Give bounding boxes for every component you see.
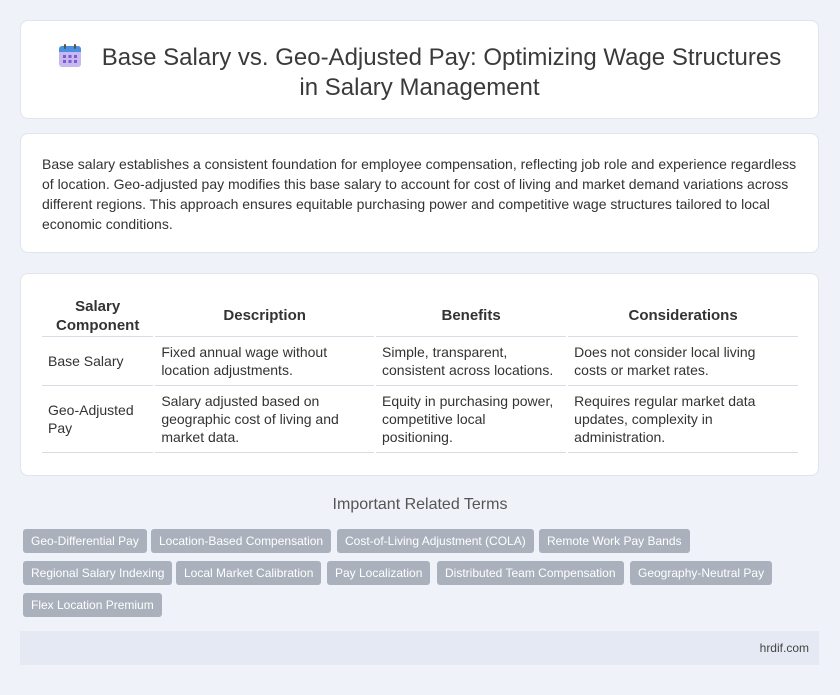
header-salary-component: Salary Component: [42, 296, 154, 336]
tag-pay-localization[interactable]: Pay Localization: [327, 561, 430, 585]
page-title-text: Base Salary vs. Geo-Adjusted Pay: Optimizing Wage Structures in Salary Management: [101, 44, 782, 101]
tag-remote-work-pay-bands[interactable]: Remote Work Pay Bands: [539, 529, 690, 553]
tag-cola[interactable]: Cost-of-Living Adjustment (COLA): [337, 529, 534, 553]
footer: [20, 631, 819, 665]
table-row: [42, 336, 798, 385]
tag-location-based-compensation[interactable]: Location-Based Compensation: [151, 529, 331, 553]
page-title: [21, 43, 818, 103]
table-row: [42, 385, 798, 452]
comparison-table: [42, 296, 798, 453]
cell-description: Fixed annual wage without location adjustments.: [154, 336, 375, 385]
cell-component: Base Salary: [42, 336, 154, 385]
tag-local-market-calibration[interactable]: Local Market Calibration: [176, 561, 321, 585]
comparison-table-card: [20, 273, 819, 476]
cell-benefits: Equity in purchasing power, competitive local positioning.: [375, 385, 567, 452]
calendar-icon: [58, 44, 82, 68]
tag-regional-salary-indexing[interactable]: Regional Salary Indexing: [23, 561, 172, 585]
header-considerations: Considerations: [567, 296, 798, 336]
tag-geo-differential-pay[interactable]: Geo-Differential Pay: [23, 529, 147, 553]
table-header-row: [42, 296, 798, 336]
header-description: Description: [154, 296, 375, 336]
cell-considerations: Requires regular market data updates, complexity in administration.: [567, 385, 798, 452]
tag-flex-location-premium[interactable]: Flex Location Premium: [23, 593, 162, 617]
cell-benefits: Simple, transparent, consistent across locations.: [375, 336, 567, 385]
footer-site[interactable]: hrdif.com: [759, 641, 809, 655]
cell-description: Salary adjusted based on geographic cost of living and market data.: [154, 385, 375, 452]
tag-distributed-team-compensation[interactable]: Distributed Team Compensation: [437, 561, 624, 585]
summary-card: [20, 133, 819, 253]
cell-component: Geo-Adjusted Pay: [42, 385, 154, 452]
tag-geography-neutral-pay[interactable]: Geography-Neutral Pay: [630, 561, 772, 585]
header-benefits: Benefits: [375, 296, 567, 336]
related-terms-heading: Important Related Terms: [332, 496, 508, 513]
cell-considerations: Does not consider local living costs or market rates.: [567, 336, 798, 385]
title-card: [20, 20, 819, 119]
summary-text: Base salary establishes a consistent foundation for employee compensation, reflecting job role and experience regardless of location. Geo-adjusted pay modifies this base salary to account for cost of living and market demand variations across different regions. This approach ensures equitable purchasing power and competitive wage structures tailored to local economic conditions.: [42, 156, 797, 232]
